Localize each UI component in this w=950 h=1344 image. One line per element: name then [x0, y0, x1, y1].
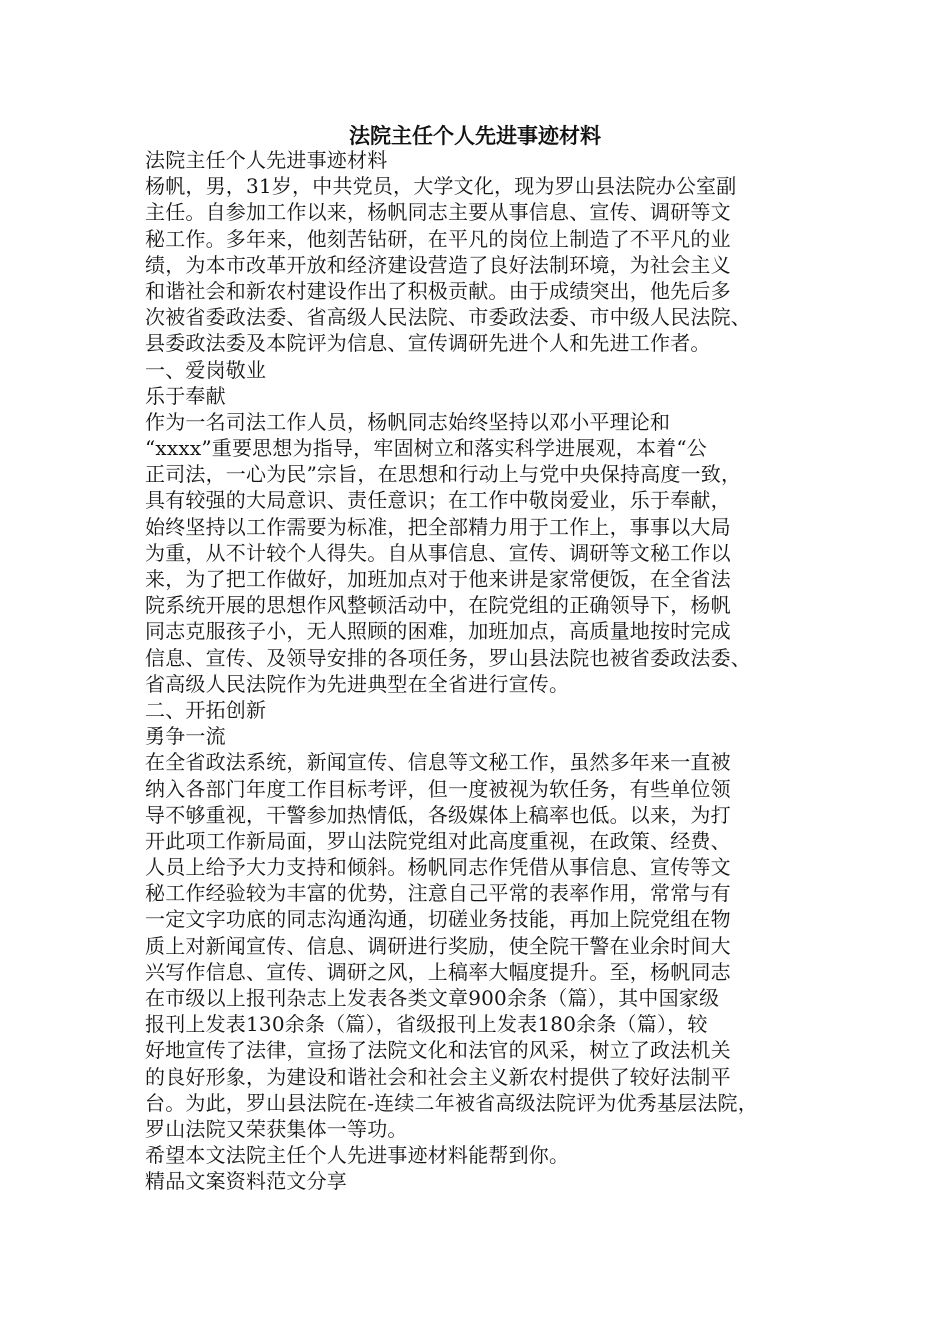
text-line: 的良好形象，为建设和谐社会和社会主义新农村提供了较好法制平 [145, 1064, 731, 1089]
text-line: 精品文案资料范文分享 [145, 1169, 347, 1194]
text-line: 作为一名司法工作人员，杨帆同志始终坚持以邓小平理论和 [145, 409, 671, 434]
text-line: 乐于奉献 [145, 383, 226, 408]
text-line: 一定文字功底的同志沟通沟通，切磋业务技能，再加上院党组在物 [145, 907, 731, 932]
text-line: 勇争一流 [145, 724, 226, 749]
text-line: 台。为此，罗山县法院在-连续二年被省高级法院评为优秀基层法院， [145, 1090, 758, 1115]
text-line: 秘工作。多年来，他刻苦钻研，在平凡的岗位上制造了不平凡的业 [145, 226, 731, 251]
text-line: 质上对新闻宣传、信息、调研进行奖励，使全院干警在业余时间大 [145, 933, 731, 958]
text-line: 二、开拓创新 [145, 697, 267, 722]
text-line: 来，为了把工作做好，加班加点对于他来讲是家常便饭，在全省法 [145, 567, 731, 591]
text-line: 法院主任个人先进事迹材料 [145, 148, 388, 172]
text-line: 在市级以上报刊杂志上发表各类文章900余条（篇），其中国家级 [145, 986, 720, 1010]
text-line: 信息、宣传、及领导安排的各项任务，罗山县法院也被省委政法委、 [145, 645, 751, 670]
text-line: 次被省委政法委、省高级人民法院、市委政法委、市中级人民法院、 [145, 305, 751, 330]
text-line: 兴写作信息、宣传、调研之风，上稿率大幅度提升。至，杨帆同志 [145, 959, 731, 984]
text-line: 县委政法委及本院评为信息、宣传调研先进个人和先进工作者。 [145, 331, 711, 356]
document-body [145, 147, 815, 1195]
text-line: 在全省政法系统，新闻宣传、信息等文秘工作，虽然多年来一直被 [145, 750, 731, 775]
text-line: 具有较强的大局意识、责任意识；在工作中敬岗爱业，乐于奉献， [145, 488, 731, 513]
text-line: 正司法，一心为民”宗旨，在思想和行动上与党中央保持高度一致， [145, 462, 742, 487]
text-line: “xxxx”重要思想为指导，牢固树立和落实科学进展观，本着“公 [145, 436, 707, 461]
text-line: 主任。自参加工作以来，杨帆同志主要从事信息、宣传、调研等文 [145, 200, 731, 225]
text-line: 开此项工作新局面，罗山法院党组对此高度重视，在政策、经费、 [145, 828, 731, 853]
text-line: 绩，为本市改革开放和经济建设营造了良好法制环境，为社会主义 [145, 252, 731, 277]
text-line: 同志克服孩子小，无人照顾的困难，加班加点，高质量地按时完成 [145, 619, 731, 644]
text-line: 杨帆，男，31岁，中共党员，大学文化，现为罗山县法院办公室副 [145, 174, 737, 199]
text-line: 为重，从不计较个人得失。自从事信息、宣传、调研等文秘工作以 [145, 540, 731, 565]
text-line: 和谐社会和新农村建设作出了积极贡献。由于成绩突出，他先后多 [145, 278, 731, 303]
text-line: 希望本文法院主任个人先进事迹材料能帮到你。 [145, 1143, 570, 1168]
document-title: 法院主任个人先进事迹材料 [349, 123, 601, 148]
text-line: 好地宣传了法律，宣扬了法院文化和法官的风采，树立了政法机关 [145, 1038, 731, 1063]
text-line: 始终坚持以工作需要为标准，把全部精力用于工作上，事事以大局 [145, 514, 731, 539]
text-line: 报刊上发表130余条（篇），省级报刊上发表180余条（篇），较 [145, 1012, 708, 1037]
text-line: 秘工作经验较为丰富的优势，注意自己平常的表率作用，常常与有 [145, 881, 731, 906]
text-line: 纳入各部门年度工作目标考评，但一度被视为软任务，有些单位领 [145, 776, 731, 801]
text-line: 罗山法院又荣获集体一等功。 [145, 1116, 408, 1141]
text-line: 一、爱岗敬业 [145, 357, 267, 382]
text-line: 省高级人民法院作为先进典型在全省进行宣传。 [145, 671, 570, 696]
text-line: 院系统开展的思想作风整顿活动中，在院党组的正确领导下，杨帆 [145, 593, 731, 618]
text-line: 导不够重视，干警参加热情低，各级媒体上稿率也低。以来，为打 [145, 802, 731, 827]
text-line: 人员上给予大力支持和倾斜。杨帆同志作凭借从事信息、宣传等文 [145, 855, 731, 880]
